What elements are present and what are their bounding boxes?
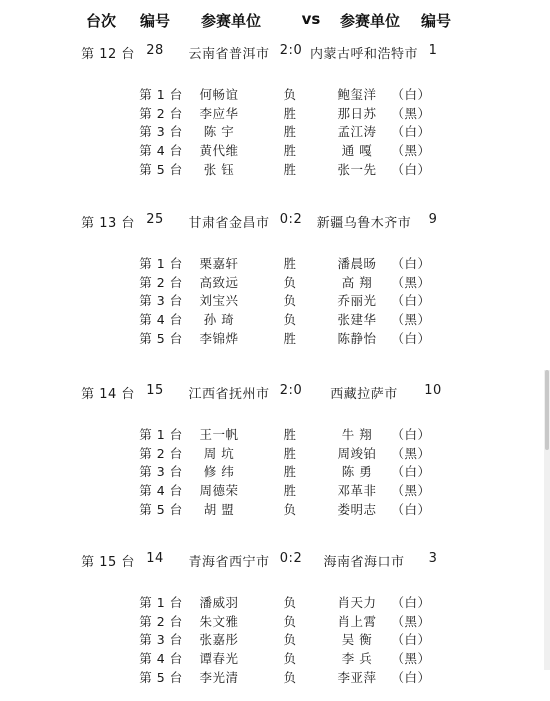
match-number-b: 1	[428, 43, 438, 58]
player-a: 孙 琦	[203, 312, 235, 328]
board-number: 第 1 台	[139, 427, 183, 442]
stone-color: （黑）	[391, 483, 431, 499]
stone-color: （白）	[391, 595, 431, 610]
stone-color: （黑）	[391, 105, 431, 121]
board-result: 负	[283, 293, 297, 309]
stone-color: （白）	[391, 293, 431, 309]
player-b: 鲍玺洋	[337, 87, 377, 102]
stone-color: （黑）	[391, 274, 431, 290]
board-number: 第 2 台	[139, 274, 183, 290]
player-a: 刘宝兴	[199, 293, 239, 309]
player-b: 李 兵	[341, 651, 373, 667]
board-result: 胜	[283, 105, 297, 121]
player-b: 陈 勇	[341, 464, 373, 480]
stone-color: （白）	[391, 669, 431, 685]
match-number-b: 3	[428, 551, 438, 566]
header-vs: vs	[301, 10, 321, 28]
board-number: 第 4 台	[139, 312, 183, 328]
board-result: 胜	[283, 483, 297, 499]
board-number: 第 1 台	[139, 87, 183, 102]
board-number: 第 2 台	[139, 445, 183, 461]
stone-color: （白）	[391, 87, 431, 102]
match-number-b: 10	[424, 383, 442, 398]
match-number-b: 9	[428, 212, 438, 227]
stone-color: （白）	[391, 501, 431, 517]
player-a: 王一帆	[199, 427, 239, 442]
player-a: 胡 盟	[203, 501, 235, 517]
stone-color: （黑）	[391, 613, 431, 629]
match-score: 0:2	[279, 212, 303, 227]
match-score: 2:0	[279, 43, 303, 58]
player-b: 孟江涛	[337, 124, 377, 140]
match-number-a: 28	[146, 43, 164, 58]
match-score: 0:2	[279, 551, 303, 566]
player-a: 周 坑	[203, 445, 235, 461]
match-team-b: 内蒙古呼和浩特市	[309, 47, 419, 62]
board-number: 第 3 台	[139, 124, 183, 140]
match-number-a: 15	[146, 383, 164, 398]
player-a: 张 钰	[203, 161, 235, 177]
match-table-no: 第 12 台	[81, 47, 135, 62]
stone-color: （黑）	[391, 651, 431, 667]
board-number: 第 4 台	[139, 143, 183, 159]
header-table-no: 台次	[85, 12, 117, 30]
board-number: 第 5 台	[139, 669, 183, 685]
player-b: 吴 衡	[341, 632, 373, 648]
stone-color: （黑）	[391, 143, 431, 159]
board-result: 胜	[283, 427, 297, 442]
board-result: 胜	[283, 445, 297, 461]
board-number: 第 3 台	[139, 293, 183, 309]
match-team-a: 云南省普洱市	[188, 47, 270, 62]
match-table-no: 第 15 台	[81, 555, 135, 570]
board-result: 胜	[283, 161, 297, 177]
match-table-no: 第 13 台	[81, 216, 135, 231]
match-team-a: 江西省抚州市	[188, 387, 270, 402]
stone-color: （白）	[391, 330, 431, 346]
board-result: 负	[283, 595, 297, 610]
player-a: 李光清	[199, 669, 239, 685]
board-result: 负	[283, 312, 297, 328]
stone-color: （白）	[391, 161, 431, 177]
board-number: 第 2 台	[139, 613, 183, 629]
board-number: 第 2 台	[139, 105, 183, 121]
player-b: 乔丽光	[337, 293, 377, 309]
player-b: 潘晨旸	[337, 256, 377, 271]
player-a: 周德荣	[199, 483, 239, 499]
stone-color: （白）	[391, 632, 431, 648]
board-result: 胜	[283, 464, 297, 480]
player-a: 何畅谊	[199, 87, 239, 102]
player-a: 陈 宇	[203, 124, 235, 140]
match-team-a: 青海省西宁市	[188, 555, 270, 570]
board-number: 第 3 台	[139, 632, 183, 648]
board-result: 负	[283, 669, 297, 685]
board-result: 胜	[283, 330, 297, 346]
player-a: 栗嘉轩	[199, 256, 239, 271]
player-b: 周竣铂	[337, 445, 377, 461]
board-number: 第 5 台	[139, 501, 183, 517]
player-b: 肖上霄	[337, 613, 377, 629]
player-a: 张嘉彤	[199, 632, 239, 648]
stone-color: （白）	[391, 427, 431, 442]
player-a: 李应华	[199, 105, 239, 121]
board-result: 胜	[283, 143, 297, 159]
board-result: 负	[283, 632, 297, 648]
board-result: 负	[283, 274, 297, 290]
match-score: 2:0	[279, 383, 303, 398]
board-result: 胜	[283, 124, 297, 140]
player-a: 修 纬	[203, 464, 235, 480]
board-result: 负	[283, 651, 297, 667]
player-a: 黄代维	[199, 143, 239, 159]
player-b: 高 翔	[341, 274, 373, 290]
player-b: 牛 翔	[341, 427, 373, 442]
board-number: 第 1 台	[139, 256, 183, 271]
header-team-a: 参赛单位	[200, 12, 262, 30]
player-b: 陈静怡	[337, 330, 377, 346]
board-number: 第 1 台	[139, 595, 183, 610]
scrollbar[interactable]	[544, 370, 550, 670]
board-number: 第 4 台	[139, 483, 183, 499]
stone-color: （白）	[391, 124, 431, 140]
scrollbar-thumb[interactable]	[545, 370, 549, 450]
match-number-a: 25	[146, 212, 164, 227]
player-b: 邓革非	[337, 483, 377, 499]
board-number: 第 3 台	[139, 464, 183, 480]
board-number: 第 5 台	[139, 161, 183, 177]
player-b: 娄明志	[337, 501, 377, 517]
player-b: 那日苏	[337, 105, 377, 121]
match-number-a: 14	[146, 551, 164, 566]
header-number-b: 编号	[420, 12, 452, 30]
player-a: 潘威羽	[199, 595, 239, 610]
match-team-a: 甘肃省金昌市	[188, 216, 270, 231]
match-team-b: 西藏拉萨市	[330, 387, 398, 402]
board-result: 负	[283, 613, 297, 629]
player-a: 高致远	[199, 274, 239, 290]
player-a: 李锦烨	[199, 330, 239, 346]
match-team-b: 新疆乌鲁木齐市	[316, 216, 412, 231]
player-b: 肖天力	[337, 595, 377, 610]
match-team-b: 海南省海口市	[323, 555, 405, 570]
player-b: 李亚萍	[337, 669, 377, 685]
player-b: 通 嘎	[341, 143, 373, 159]
stone-color: （白）	[391, 256, 431, 271]
board-number: 第 5 台	[139, 330, 183, 346]
board-number: 第 4 台	[139, 651, 183, 667]
board-result: 负	[283, 501, 297, 517]
player-b: 张建华	[337, 312, 377, 328]
board-result: 负	[283, 87, 297, 102]
stone-color: （黑）	[391, 445, 431, 461]
player-a: 朱文雅	[199, 613, 239, 629]
stone-color: （白）	[391, 464, 431, 480]
player-b: 张一先	[337, 161, 377, 177]
stone-color: （黑）	[391, 312, 431, 328]
header-team-b: 参赛单位	[339, 12, 401, 30]
board-result: 胜	[283, 256, 297, 271]
header-number-a: 编号	[139, 12, 171, 30]
player-a: 谭春光	[199, 651, 239, 667]
match-table-no: 第 14 台	[81, 387, 135, 402]
